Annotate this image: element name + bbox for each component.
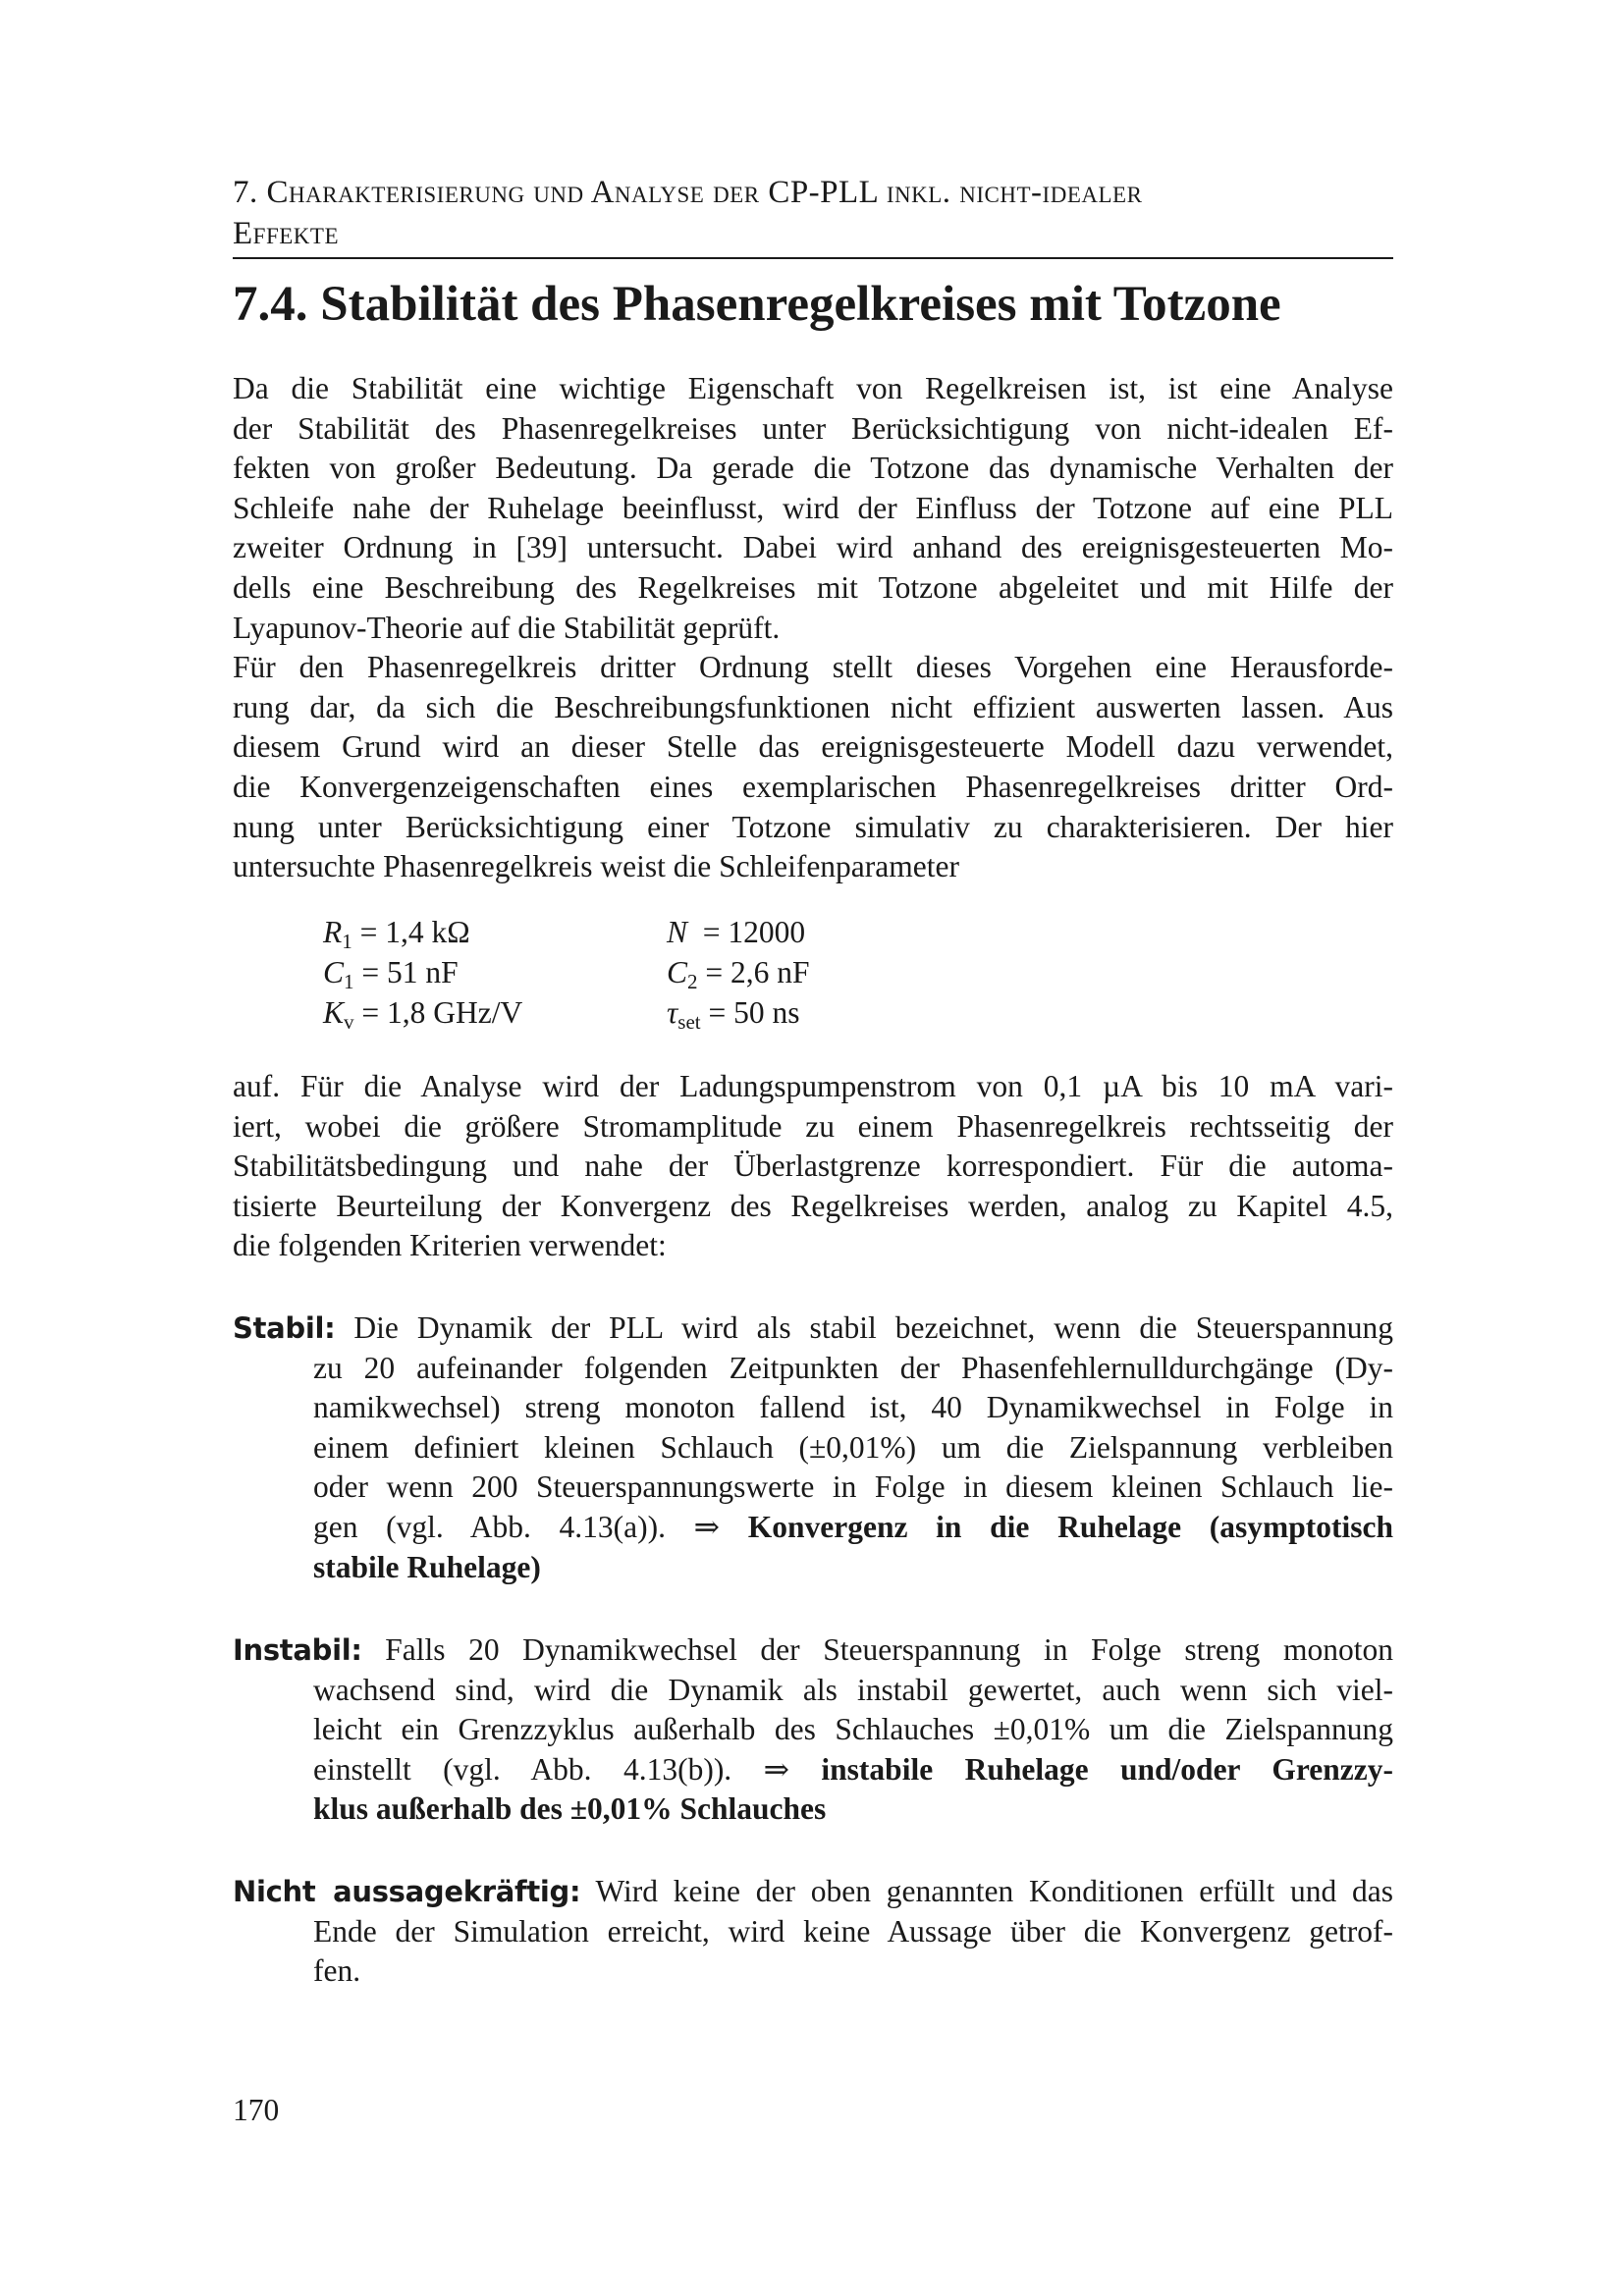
text-line: Da die Stabilität eine wichtige Eigenschaft von Regelkreisen ist, ist eine Analyse: [233, 371, 1393, 405]
parameter-row: [323, 912, 1010, 952]
criterion-label: Stabil:: [233, 1311, 336, 1345]
text-line: tisierte Beurteilung der Konvergenz des Regelkreises werden, analog zu Kapitel 4.5,: [233, 1188, 1393, 1223]
running-head-line-1: 7. Charakterisierung und Analyse der CP-PLL inkl. nicht-idealer: [233, 175, 1143, 210]
parameter: $C_1 = 51$ nF: [323, 955, 459, 993]
text-line: der Stabilität des Phasenregelkreises unter Berücksichtigung von nicht-idealen Ef-: [233, 410, 1393, 446]
text-line: untersuchte Phasenregelkreis weist die Schleifenparameter: [233, 849, 959, 884]
text-line: stabile Ruhelage): [313, 1549, 541, 1584]
text-line: einem definiert kleinen Schlauch (±0,01%) um die Zielspannung verbleiben: [313, 1429, 1393, 1465]
running-head: [233, 172, 1393, 254]
parameter: $K_v = 1,8$ GHz/V: [323, 995, 523, 1034]
text-line: namikwechsel) streng monoton fallend ist, 40 Dynamikwechsel in Folge in: [313, 1390, 1393, 1425]
text-line: Stabil: Die Dynamik der PLL wird als stabil bezeichnet, wenn die Steuerspannung: [233, 1310, 1394, 1345]
text-line: zu 20 aufeinander folgenden Zeitpunkten der Phasenfehlernulldurchgänge (Dy-: [313, 1350, 1393, 1385]
text-line: Nicht aussagekräftig: Wird keine der oben genannten Konditionen erfüllt und das: [233, 1874, 1394, 1908]
text-line: Schleife nahe der Ruhelage beeinflusst, wird der Einfluss der Totzone auf eine PLL: [233, 490, 1393, 525]
text-line: Lyapunov-Theorie auf die Stabilität geprüft.: [233, 610, 781, 645]
criterion-stabil: [233, 1308, 1393, 1587]
parameter-row: [323, 952, 1010, 992]
page-number: 170: [233, 2093, 280, 2127]
text-line: Ende der Simulation erreicht, wird keine Aussage über die Konvergenz getrof-: [313, 1913, 1393, 1949]
intro-paragraph: [233, 369, 1393, 887]
text-line: diesem Grund wird an dieser Stelle das ereignisgesteuerte Modell dazu verwendet,: [233, 729, 1393, 765]
text-line: Stabilitätsbedingung und nahe der Überlastgrenze korrespondiert. Für die automa-: [233, 1148, 1393, 1184]
parameter-row: [323, 992, 1010, 1033]
header-rule: [233, 257, 1393, 259]
text-line: gen (vgl. Abb. 4.13(a)). ⇒ Konvergenz in die Ruhelage (asymptotisch: [313, 1509, 1393, 1544]
running-head-line-2: Effekte: [233, 216, 339, 251]
text-line: fen.: [313, 1953, 361, 1989]
analysis-paragraph: [233, 1067, 1393, 1266]
section-title: 7.4. Stabilität des Phasenregelkreises mit Totzone: [233, 277, 1281, 332]
parameter: N = 12000: [667, 915, 806, 949]
text-line: Für den Phasenregelkreis dritter Ordnung stellt dieses Vorgehen eine Herausforde-: [233, 650, 1393, 685]
text-line: Instabil: Falls 20 Dynamikwechsel der Steuerspannung in Folge streng monoton: [233, 1632, 1393, 1667]
criterion-instabil: [233, 1630, 1393, 1830]
text-line: oder wenn 200 Steuerspannungswerte in Folge in diesem kleinen Schlauch lie-: [313, 1469, 1393, 1505]
text-line: zweiter Ordnung in [39] untersucht. Dabei wird anhand des ereignisgesteuerten Mo-: [233, 530, 1393, 565]
text-line: rung dar, da sich die Beschreibungsfunktionen nicht effizient auswerten lassen. Aus: [233, 689, 1393, 724]
loop-parameters: [323, 912, 1010, 1033]
criterion-nicht-aussagekraeftig: [233, 1872, 1393, 1992]
parameter: $C_2 = 2,6$ nF: [667, 955, 810, 993]
text-line: auf. Für die Analyse wird der Ladungspumpenstrom von 0,1 µA bis 10 mA vari-: [233, 1069, 1393, 1103]
text-line: iert, wobei die größere Stromamplitude zu einem Phasenregelkreis rechtsseitig der: [233, 1108, 1393, 1144]
text-line: dells eine Beschreibung des Regelkreises mit Totzone abgeleitet und mit Hilfe der: [233, 569, 1393, 605]
criterion-label: Instabil:: [233, 1633, 362, 1667]
text-line: die folgenden Kriterien verwendet:: [233, 1228, 667, 1263]
text-line: nung unter Berücksichtigung einer Totzone simulativ zu charakterisieren. Der hier: [233, 809, 1393, 844]
text-line: leicht ein Grenzzyklus außerhalb des Schlauches ±0,01% um die Zielspannung: [313, 1712, 1393, 1747]
text-line: fekten von großer Bedeutung. Da gerade die Totzone das dynamische Verhalten der: [233, 451, 1393, 486]
criterion-label: Nicht aussagekräftig:: [233, 1875, 581, 1908]
text-line: einstellt (vgl. Abb. 4.13(b)). ⇒ instabile Ruhelage und/oder Grenzzy-: [313, 1751, 1393, 1787]
text-line: klus außerhalb des ±0,01% Schlauches: [313, 1791, 827, 1827]
text-line: die Konvergenzeigenschaften eines exemplarischen Phasenregelkreises dritter Ord-: [233, 769, 1393, 804]
parameter: $R_1 = 1,4$ kΩ: [323, 915, 470, 953]
text-line: wachsend sind, wird die Dynamik als instabil gewertet, auch wenn sich viel-: [313, 1672, 1393, 1707]
parameter: $\tau_{set} = 50$ ns: [667, 995, 800, 1034]
